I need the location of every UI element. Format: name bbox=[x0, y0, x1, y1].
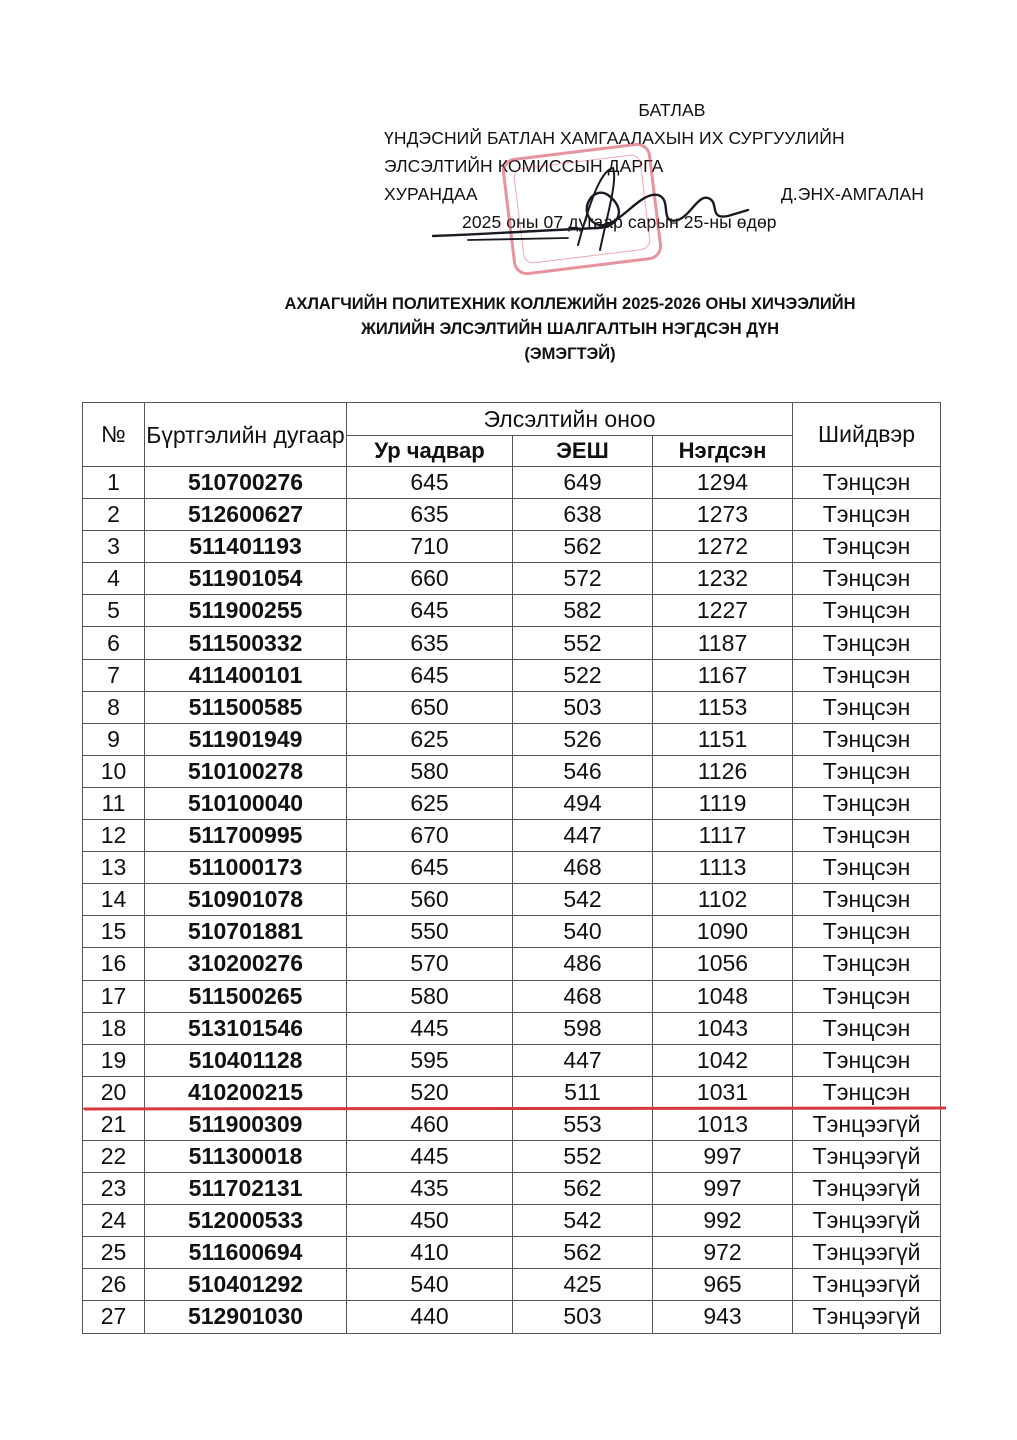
reg-number-cell: 511901949 bbox=[145, 723, 347, 755]
total-score-cell: 1227 bbox=[653, 595, 793, 627]
row-number: 3 bbox=[83, 531, 145, 563]
signature-icon bbox=[428, 150, 758, 270]
reg-number-cell: 512901030 bbox=[145, 1301, 347, 1333]
reg-number-cell: 511300018 bbox=[145, 1140, 347, 1172]
reg-number-cell: 510100040 bbox=[145, 787, 347, 819]
esh-score-cell: 598 bbox=[513, 1012, 653, 1044]
table-row bbox=[83, 1269, 941, 1301]
approval-name: Д.ЭНХ-АМГАЛАН bbox=[780, 184, 924, 204]
decision-cell: Тэнцээгүй bbox=[793, 1205, 941, 1237]
title-line-1: АХЛАГЧИЙН ПОЛИТЕХНИК КОЛЛЕЖИЙН 2025-2026 ОНЫ ХИЧЭЭЛИЙН bbox=[284, 295, 856, 313]
decision-cell: Тэнцсэн bbox=[793, 659, 941, 691]
table-row bbox=[83, 1076, 941, 1108]
skill-score-cell: 445 bbox=[347, 1140, 513, 1172]
skill-score-cell: 595 bbox=[347, 1044, 513, 1076]
reg-number-cell: 511900309 bbox=[145, 1108, 347, 1140]
esh-score-cell: 425 bbox=[513, 1269, 653, 1301]
total-score-cell: 1232 bbox=[653, 563, 793, 595]
decision-cell: Тэнцсэн bbox=[793, 691, 941, 723]
total-score-cell: 1187 bbox=[653, 627, 793, 659]
total-score-cell: 1056 bbox=[653, 948, 793, 980]
decision-cell: Тэнцээгүй bbox=[793, 1108, 941, 1140]
skill-score-cell: 635 bbox=[347, 499, 513, 531]
header-no: № bbox=[83, 403, 145, 467]
total-score-cell: 1126 bbox=[653, 755, 793, 787]
table-row bbox=[83, 980, 941, 1012]
reg-number-cell: 512600627 bbox=[145, 499, 347, 531]
row-number: 15 bbox=[83, 916, 145, 948]
esh-score-cell: 540 bbox=[513, 916, 653, 948]
decision-cell: Тэнцээгүй bbox=[793, 1269, 941, 1301]
skill-score-cell: 645 bbox=[347, 467, 513, 499]
total-score-cell: 1048 bbox=[653, 980, 793, 1012]
header-esh: ЭЕШ bbox=[513, 436, 653, 467]
decision-cell: Тэнцсэн bbox=[793, 820, 941, 852]
table-row bbox=[83, 1173, 941, 1205]
reg-number-cell: 511401193 bbox=[145, 531, 347, 563]
table-row bbox=[83, 1205, 941, 1237]
results-table bbox=[82, 402, 941, 1334]
reg-number-cell: 511700995 bbox=[145, 820, 347, 852]
esh-score-cell: 494 bbox=[513, 787, 653, 819]
reg-number-cell: 411400101 bbox=[145, 659, 347, 691]
row-number: 19 bbox=[83, 1044, 145, 1076]
total-score-cell: 1090 bbox=[653, 916, 793, 948]
esh-score-cell: 447 bbox=[513, 1044, 653, 1076]
esh-score-cell: 511 bbox=[513, 1076, 653, 1108]
esh-score-cell: 503 bbox=[513, 691, 653, 723]
table-row bbox=[83, 1140, 941, 1172]
row-number: 7 bbox=[83, 659, 145, 691]
table-row bbox=[83, 820, 941, 852]
total-score-cell: 997 bbox=[653, 1173, 793, 1205]
skill-score-cell: 445 bbox=[347, 1012, 513, 1044]
table-row bbox=[83, 563, 941, 595]
decision-cell: Тэнцсэн bbox=[793, 499, 941, 531]
row-number: 11 bbox=[83, 787, 145, 819]
reg-number-cell: 510100278 bbox=[145, 755, 347, 787]
esh-score-cell: 553 bbox=[513, 1108, 653, 1140]
skill-score-cell: 520 bbox=[347, 1076, 513, 1108]
total-score-cell: 943 bbox=[653, 1301, 793, 1333]
row-number: 6 bbox=[83, 627, 145, 659]
row-number: 26 bbox=[83, 1269, 145, 1301]
total-score-cell: 1119 bbox=[653, 787, 793, 819]
skill-score-cell: 650 bbox=[347, 691, 513, 723]
esh-score-cell: 522 bbox=[513, 659, 653, 691]
decision-cell: Тэнцсэн bbox=[793, 916, 941, 948]
reg-number-cell: 510401128 bbox=[145, 1044, 347, 1076]
skill-score-cell: 645 bbox=[347, 595, 513, 627]
reg-number-cell: 510901078 bbox=[145, 884, 347, 916]
skill-score-cell: 660 bbox=[347, 563, 513, 595]
skill-score-cell: 625 bbox=[347, 723, 513, 755]
table-row bbox=[83, 467, 941, 499]
reg-number-cell: 510700276 bbox=[145, 467, 347, 499]
reg-number-cell: 511600694 bbox=[145, 1237, 347, 1269]
row-number: 1 bbox=[83, 467, 145, 499]
table-row bbox=[83, 916, 941, 948]
reg-number-cell: 512000533 bbox=[145, 1205, 347, 1237]
esh-score-cell: 562 bbox=[513, 531, 653, 563]
decision-cell: Тэнцээгүй bbox=[793, 1237, 941, 1269]
reg-number-cell: 511000173 bbox=[145, 852, 347, 884]
header-skill: Ур чадвар bbox=[347, 436, 513, 467]
row-number: 16 bbox=[83, 948, 145, 980]
total-score-cell: 1167 bbox=[653, 659, 793, 691]
esh-score-cell: 486 bbox=[513, 948, 653, 980]
reg-number-cell: 510401292 bbox=[145, 1269, 347, 1301]
table-row bbox=[83, 1301, 941, 1333]
row-number: 4 bbox=[83, 563, 145, 595]
decision-cell: Тэнцсэн bbox=[793, 595, 941, 627]
total-score-cell: 1272 bbox=[653, 531, 793, 563]
row-number: 18 bbox=[83, 1012, 145, 1044]
skill-score-cell: 560 bbox=[347, 884, 513, 916]
row-number: 27 bbox=[83, 1301, 145, 1333]
skill-score-cell: 580 bbox=[347, 755, 513, 787]
table-row bbox=[83, 1012, 941, 1044]
total-score-cell: 1043 bbox=[653, 1012, 793, 1044]
reg-number-cell: 511500332 bbox=[145, 627, 347, 659]
reg-number-cell: 511500265 bbox=[145, 980, 347, 1012]
skill-score-cell: 440 bbox=[347, 1301, 513, 1333]
header-reg-number: Бүртгэлийн дугаар bbox=[145, 403, 347, 467]
skill-score-cell: 410 bbox=[347, 1237, 513, 1269]
table-row bbox=[83, 1237, 941, 1269]
table-row bbox=[83, 723, 941, 755]
total-score-cell: 972 bbox=[653, 1237, 793, 1269]
title-line-3: (ЭМЭГТЭЙ) bbox=[524, 345, 616, 363]
reg-number-cell: 510701881 bbox=[145, 916, 347, 948]
approval-date: 2025 оны 07 дугаар сарын 25-ны өдөр bbox=[462, 212, 777, 232]
total-score-cell: 965 bbox=[653, 1269, 793, 1301]
decision-cell: Тэнцсэн bbox=[793, 852, 941, 884]
table-row bbox=[83, 852, 941, 884]
total-score-cell: 1151 bbox=[653, 723, 793, 755]
total-score-cell: 1013 bbox=[653, 1108, 793, 1140]
total-score-cell: 1042 bbox=[653, 1044, 793, 1076]
decision-cell: Тэнцсэн bbox=[793, 1012, 941, 1044]
skill-score-cell: 460 bbox=[347, 1108, 513, 1140]
header-score-group: Элсэлтийн оноо bbox=[347, 403, 793, 436]
esh-score-cell: 572 bbox=[513, 563, 653, 595]
esh-score-cell: 526 bbox=[513, 723, 653, 755]
esh-score-cell: 542 bbox=[513, 1205, 653, 1237]
row-number: 12 bbox=[83, 820, 145, 852]
skill-score-cell: 550 bbox=[347, 916, 513, 948]
table-row bbox=[83, 627, 941, 659]
total-score-cell: 1113 bbox=[653, 852, 793, 884]
reg-number-cell: 511900255 bbox=[145, 595, 347, 627]
total-score-cell: 1294 bbox=[653, 467, 793, 499]
skill-score-cell: 635 bbox=[347, 627, 513, 659]
row-number: 14 bbox=[83, 884, 145, 916]
reg-number-cell: 511901054 bbox=[145, 563, 347, 595]
row-number: 5 bbox=[83, 595, 145, 627]
esh-score-cell: 468 bbox=[513, 980, 653, 1012]
approve-label: БАТЛАВ bbox=[638, 100, 706, 120]
table-row bbox=[83, 787, 941, 819]
table-row bbox=[83, 499, 941, 531]
decision-cell: Тэнцээгүй bbox=[793, 1173, 941, 1205]
table-row bbox=[83, 659, 941, 691]
total-score-cell: 1153 bbox=[653, 691, 793, 723]
decision-cell: Тэнцсэн bbox=[793, 563, 941, 595]
table-row bbox=[83, 595, 941, 627]
row-number: 2 bbox=[83, 499, 145, 531]
decision-cell: Тэнцсэн bbox=[793, 531, 941, 563]
table-row bbox=[83, 884, 941, 916]
document-title bbox=[190, 292, 950, 367]
row-number: 8 bbox=[83, 691, 145, 723]
row-number: 21 bbox=[83, 1108, 145, 1140]
total-score-cell: 997 bbox=[653, 1140, 793, 1172]
header-decision: Шийдвэр bbox=[793, 403, 941, 467]
decision-cell: Тэнцсэн bbox=[793, 787, 941, 819]
row-number: 23 bbox=[83, 1173, 145, 1205]
decision-cell: Тэнцсэн bbox=[793, 755, 941, 787]
total-score-cell: 1117 bbox=[653, 820, 793, 852]
skill-score-cell: 645 bbox=[347, 852, 513, 884]
decision-cell: Тэнцсэн bbox=[793, 1044, 941, 1076]
reg-number-cell: 310200276 bbox=[145, 948, 347, 980]
row-number: 22 bbox=[83, 1140, 145, 1172]
esh-score-cell: 447 bbox=[513, 820, 653, 852]
decision-cell: Тэнцсэн bbox=[793, 948, 941, 980]
results-table-body bbox=[83, 467, 941, 1334]
table-row bbox=[83, 1044, 941, 1076]
row-number: 9 bbox=[83, 723, 145, 755]
decision-cell: Тэнцсэн bbox=[793, 723, 941, 755]
title-line-2: ЖИЛИЙН ЭЛСЭЛТИЙН ШАЛГАЛТЫН НЭГДСЭН ДҮН bbox=[360, 320, 780, 338]
total-score-cell: 1273 bbox=[653, 499, 793, 531]
row-number: 10 bbox=[83, 755, 145, 787]
skill-score-cell: 540 bbox=[347, 1269, 513, 1301]
esh-score-cell: 638 bbox=[513, 499, 653, 531]
skill-score-cell: 570 bbox=[347, 948, 513, 980]
reg-number-cell: 513101546 bbox=[145, 1012, 347, 1044]
row-number: 25 bbox=[83, 1237, 145, 1269]
header-total: Нэгдсэн bbox=[653, 436, 793, 467]
table-row bbox=[83, 691, 941, 723]
skill-score-cell: 645 bbox=[347, 659, 513, 691]
decision-cell: Тэнцсэн bbox=[793, 1076, 941, 1108]
skill-score-cell: 580 bbox=[347, 980, 513, 1012]
skill-score-cell: 670 bbox=[347, 820, 513, 852]
esh-score-cell: 552 bbox=[513, 627, 653, 659]
table-row bbox=[83, 948, 941, 980]
decision-cell: Тэнцсэн bbox=[793, 884, 941, 916]
table-row bbox=[83, 531, 941, 563]
approval-position: ХУРАНДАА bbox=[384, 184, 478, 204]
row-number: 17 bbox=[83, 980, 145, 1012]
total-score-cell: 1102 bbox=[653, 884, 793, 916]
decision-cell: Тэнцсэн bbox=[793, 467, 941, 499]
decision-cell: Тэнцээгүй bbox=[793, 1140, 941, 1172]
esh-score-cell: 503 bbox=[513, 1301, 653, 1333]
skill-score-cell: 625 bbox=[347, 787, 513, 819]
esh-score-cell: 542 bbox=[513, 884, 653, 916]
esh-score-cell: 562 bbox=[513, 1237, 653, 1269]
reg-number-cell: 511702131 bbox=[145, 1173, 347, 1205]
decision-cell: Тэнцсэн bbox=[793, 980, 941, 1012]
table-row bbox=[83, 755, 941, 787]
reg-number-cell: 410200215 bbox=[145, 1076, 347, 1108]
reg-number-cell: 511500585 bbox=[145, 691, 347, 723]
total-score-cell: 992 bbox=[653, 1205, 793, 1237]
decision-cell: Тэнцээгүй bbox=[793, 1301, 941, 1333]
approval-line-1: ҮНДЭСНИЙ БАТЛАН ХАМГААЛАХЫН ИХ СУРГУУЛИЙН bbox=[384, 128, 845, 148]
esh-score-cell: 546 bbox=[513, 755, 653, 787]
row-number: 13 bbox=[83, 852, 145, 884]
skill-score-cell: 710 bbox=[347, 531, 513, 563]
esh-score-cell: 562 bbox=[513, 1173, 653, 1205]
total-score-cell: 1031 bbox=[653, 1076, 793, 1108]
approval-line-2: ЭЛСЭЛТИЙН КОМИССЫН ДАРГА bbox=[384, 156, 664, 176]
row-number: 20 bbox=[83, 1076, 145, 1108]
decision-cell: Тэнцсэн bbox=[793, 627, 941, 659]
table-row bbox=[83, 1108, 941, 1140]
esh-score-cell: 468 bbox=[513, 852, 653, 884]
row-number: 24 bbox=[83, 1205, 145, 1237]
esh-score-cell: 649 bbox=[513, 467, 653, 499]
esh-score-cell: 582 bbox=[513, 595, 653, 627]
skill-score-cell: 435 bbox=[347, 1173, 513, 1205]
skill-score-cell: 450 bbox=[347, 1205, 513, 1237]
esh-score-cell: 552 bbox=[513, 1140, 653, 1172]
